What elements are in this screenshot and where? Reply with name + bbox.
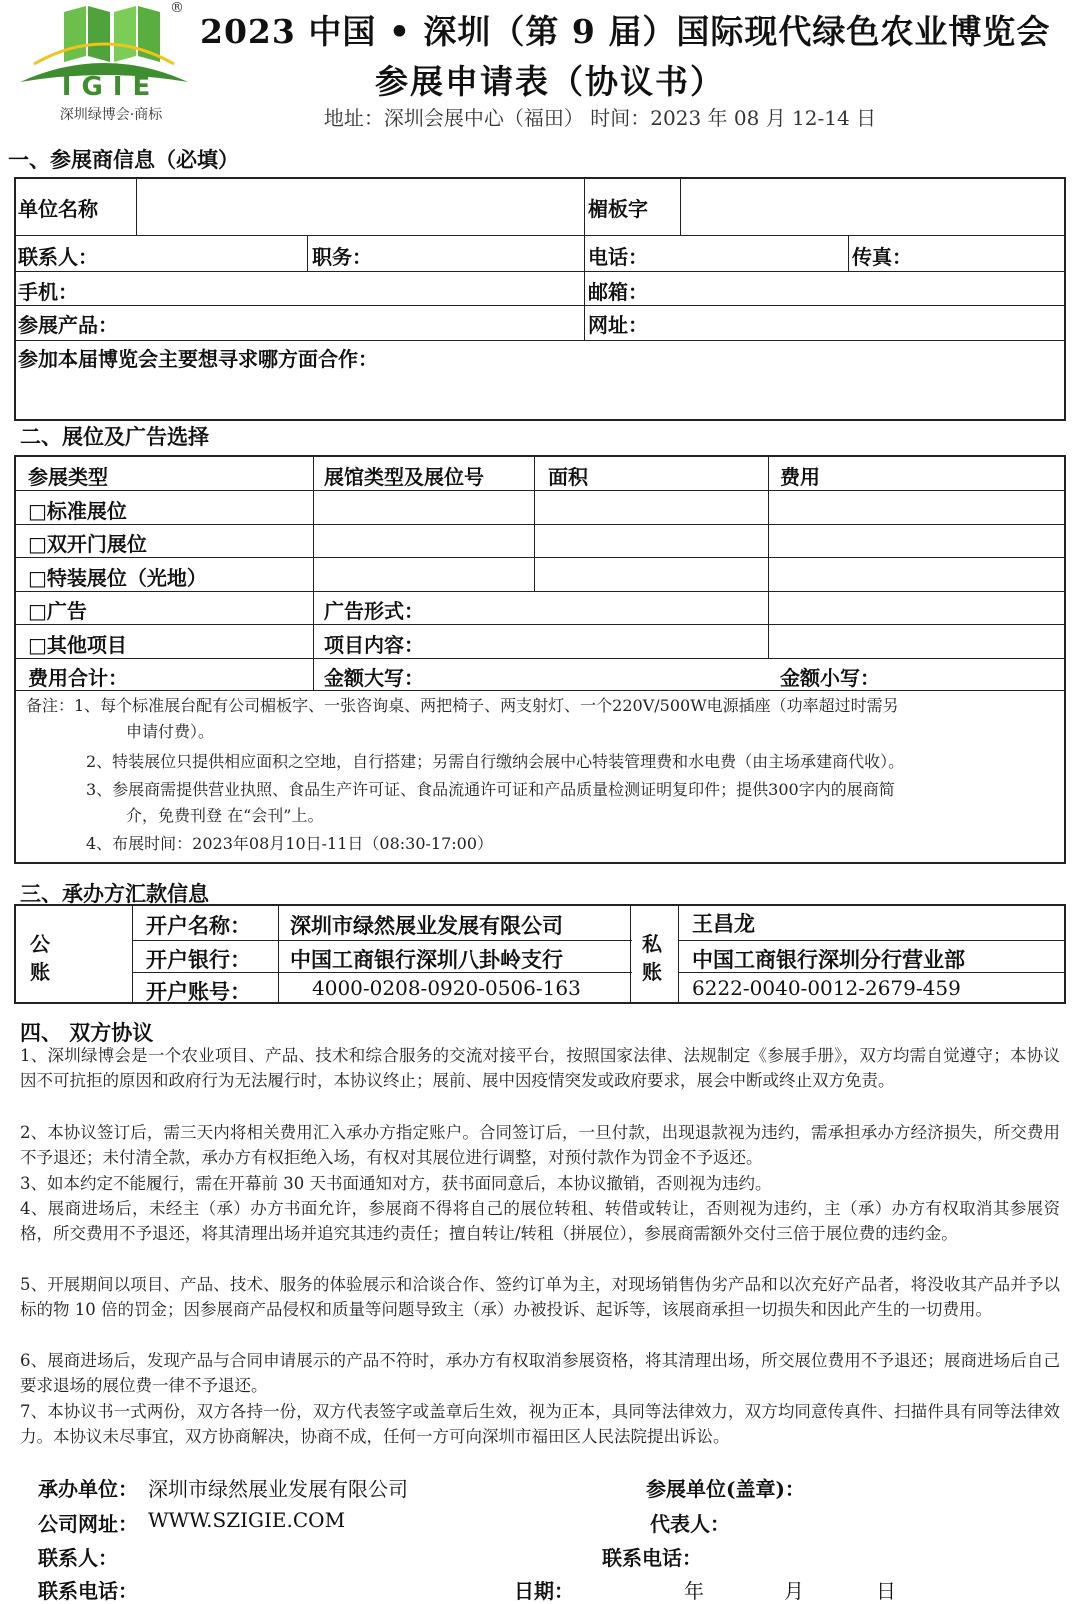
- organizer-label: 承办单位：: [38, 1477, 138, 1501]
- exhibitor-phone-label: 联系电话：: [602, 1546, 702, 1570]
- logo-subtext: 深圳绿博会·商标: [59, 107, 163, 123]
- option-advertising[interactable]: □广告: [28, 599, 87, 623]
- website-value[interactable]: WWW.SZIGIE.COM: [148, 1508, 346, 1532]
- organizer-contact-label: 联系人：: [38, 1546, 118, 1570]
- note-line-1b: 申请付费）。: [126, 722, 215, 741]
- exhibitor-seal-label: 参展单位(盖章)：: [646, 1477, 805, 1501]
- public-account-label-top: 公: [30, 932, 50, 956]
- fascia-label: 楣板字: [588, 197, 648, 221]
- public-account-number: 4000-0208-0920-0506-163: [312, 976, 581, 1000]
- section4-title: 四、 双方协议: [20, 1020, 154, 1045]
- item-content-label: 项目内容：: [324, 633, 424, 657]
- representative-label: 代表人：: [650, 1512, 730, 1536]
- clause-1: 1、深圳绿博会是一个农业项目、产品、技术和综合服务的交流对接平台，按照国家法律、法规制定《参展手册》，双方均需自觉遵守；本协议因不可抗拒的原因和政府行为无法履行时，本协议终止；展前、展中因疫情突发或政府要求，展会中断或终止双方免责。: [20, 1046, 1060, 1090]
- date-month: 月: [784, 1579, 804, 1603]
- account-name-label: 开户名称：: [146, 913, 251, 938]
- clause-2: 2、本协议签订后，需三天内将相关费用汇入承办方指定账户。合同签订后，一旦付款，出现退款视为违约，需承担承办方经济损失，所交费用不予退还；未付清全款，承办方有权拒绝入场，有权对其展位进行调整，对预付款作为罚金不予返还。: [20, 1123, 1060, 1167]
- col-header-type: 参展类型: [28, 465, 108, 489]
- logo-text: IGIE: [61, 72, 161, 102]
- option-other-items[interactable]: □其他项目: [28, 633, 127, 657]
- mobile-label: 手机：: [18, 280, 78, 304]
- account-number-label: 开户账号：: [146, 979, 251, 1004]
- clause-6: 6、展商进场后，发现产品与合同申请展示的产品不符时，承办方有权取消参展资格，将其清理出场，所交展位费用不予退还；展商进场后自己要求退场的展位费一律不予退还。: [20, 1351, 1060, 1395]
- amount-lower-label: 金额小写：: [780, 666, 880, 690]
- clause-4: 4、展商进场后，未经主（承）办方书面允许，参展商不得将自己的展位转租、转借或转让，否则视为违约，主（承）办方有权取消其参展资格，所交费用不予退还，将其清理出场并追究其违约责任；擅自转让/转租（拼展位），参展商需额外交付三倍于展位费的违约金。: [20, 1199, 1060, 1243]
- note-line-2: 2、特装展位只提供相应面积之空地，自行搭建；另需自行缴纳会展中心特装管理费和水电费（由主场承建商代收）。: [86, 752, 905, 771]
- phone-label: 电话：: [588, 245, 648, 269]
- note-line-4: 4、布展时间：2023年08月10日-11日（08:30-17:00）: [86, 834, 494, 853]
- option-double-door-booth[interactable]: □双开门展位: [28, 532, 147, 556]
- remittance-info-table: [14, 904, 1066, 1004]
- website-label: 网址：: [588, 313, 648, 337]
- organizer-phone-label: 联系电话：: [38, 1579, 138, 1603]
- col-header-hall: 展馆类型及展位号: [324, 465, 484, 489]
- registered-mark: ®: [170, 0, 184, 16]
- page-title: 2023 中国 • 深圳（第 9 届）国际现代绿色农业博览会: [200, 12, 1051, 51]
- bank-label: 开户银行：: [146, 947, 251, 972]
- exhibitor-info-table: [14, 177, 1066, 421]
- public-account-name: 深圳市绿然展业发展有限公司: [290, 913, 563, 938]
- website-label: 公司网址：: [38, 1512, 138, 1536]
- col-header-area: 面积: [548, 465, 588, 489]
- ad-form-label: 广告形式：: [324, 599, 424, 623]
- organizer-value: 深圳市绿然展业发展有限公司: [148, 1477, 408, 1501]
- private-account-name: 王昌龙: [692, 911, 755, 936]
- note-line-3b: 介，免费刊登 在“会刊”上。: [126, 806, 324, 825]
- option-standard-booth[interactable]: □标准展位: [28, 499, 127, 523]
- clause-5: 5、开展期间以项目、产品、技术、服务的体验展示和洽谈合作、签约订单为主，对现场销售伪劣产品和以次充好产品者，将没收其产品并予以标的物 10 倍的罚金；因参展商产品侵权和质量等问题导致主（承）办被投诉、起诉等，该展商承担一切损失和因此产生的一切费用。: [20, 1275, 1060, 1319]
- fascia-field[interactable]: [682, 181, 1062, 233]
- private-account-number: 6222-0040-0012-2679-459: [692, 976, 961, 1000]
- page-subtitle: 参展申请表（协议书）: [375, 62, 725, 101]
- booth-selection-table: [14, 455, 1066, 864]
- public-account-label-bottom: 账: [30, 960, 50, 984]
- cooperation-label: 参加本届博览会主要想寻求哪方面合作：: [18, 347, 378, 371]
- private-account-label-bottom: 账: [642, 960, 662, 984]
- fax-label: 传真：: [852, 245, 912, 269]
- note-line-1: 备注：1、每个标准展台配有公司楣板字、一张咨询桌、两把椅子、两支射灯、一个220V/500W电源插座（功率超过时需另: [26, 696, 899, 715]
- clause-7: 7、本协议书一式两份，双方各持一份，双方代表签字或盖章后生效，视为正本，具同等法律效力，双方均同意传真件、扫描件具有同等法律效力。本协议未尽事宜，双方协商解决，协商不成，任何一方可向深圳市福田区人民法院提出诉讼。: [20, 1402, 1060, 1446]
- date-day: 日: [876, 1579, 896, 1603]
- private-bank-name: 中国工商银行深圳分行营业部: [692, 947, 965, 972]
- company-name-field[interactable]: [138, 181, 582, 233]
- date-label: 日期：: [514, 1579, 574, 1603]
- private-account-label-top: 私: [642, 932, 662, 956]
- email-label: 邮箱：: [588, 280, 648, 304]
- date-year: 年: [684, 1579, 704, 1603]
- col-header-fee: 费用: [780, 465, 820, 489]
- total-fee-label: 费用合计：: [28, 666, 128, 690]
- position-label: 职务：: [312, 245, 372, 269]
- products-label: 参展产品：: [18, 313, 118, 337]
- section2-title: 二、展位及广告选择: [20, 424, 209, 449]
- contact-label: 联系人：: [18, 245, 98, 269]
- address-line: 地址：深圳会展中心（福田） 时间：2023 年 08 月 12-14 日: [323, 106, 877, 130]
- amount-upper-label: 金额大写：: [324, 666, 424, 690]
- section3-title: 三、承办方汇款信息: [20, 881, 209, 906]
- company-name-label: 单位名称: [18, 197, 98, 221]
- option-special-booth[interactable]: □特装展位（光地）: [28, 566, 207, 590]
- note-line-3: 3、参展商需提供营业执照、食品生产许可证、食品流通许可证和产品质量检测证明复印件；提供300字内的展商简: [86, 780, 895, 799]
- public-bank-name: 中国工商银行深圳八卦岭支行: [290, 947, 563, 972]
- cooperation-field[interactable]: [18, 369, 1062, 417]
- clause-3: 3、如本约定不能履行，需在开幕前 30 天书面通知对方，获书面同意后，本协议撤销，否则视为违约。: [20, 1174, 772, 1193]
- section1-title: 一、参展商信息（必填）: [8, 147, 239, 172]
